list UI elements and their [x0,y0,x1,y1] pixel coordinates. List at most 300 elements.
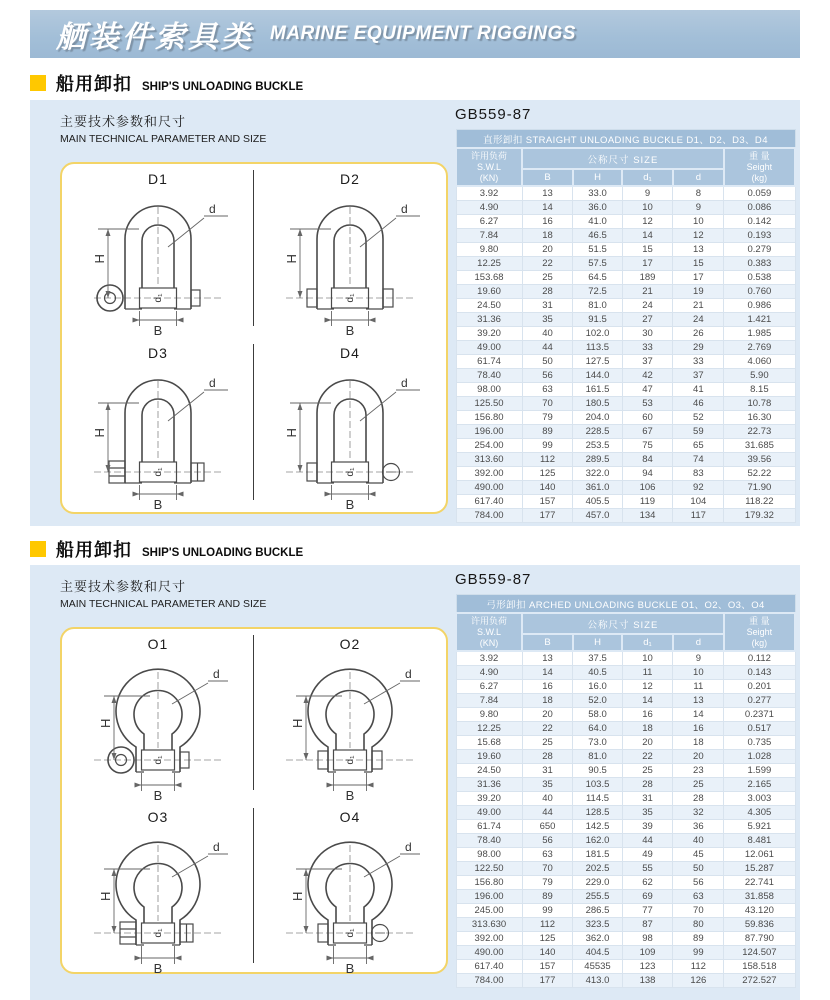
wt-unit: (kg) [751,637,768,648]
table-row [456,792,795,806]
table-cell: 109 [622,946,673,960]
svg-text:B: B [153,788,163,802]
table-cell: 13 [673,243,724,257]
svg-text:d: d [401,202,408,216]
table-row [456,509,795,523]
table-cell: 18 [522,694,573,708]
table-cell: 177 [522,974,573,988]
svg-text:H: H [98,718,113,728]
col-header-H: H [573,634,622,651]
table-body [456,186,795,523]
yellow-bullet-icon [30,541,46,557]
table-cell: 31.36 [456,778,522,792]
table-cell: 0.193 [724,229,795,243]
col-header-swl [456,148,522,186]
table-cell: 12 [673,229,724,243]
svg-text:d: d [405,840,412,854]
table-cell: 4.90 [456,666,522,680]
table-cell: 25 [522,271,573,285]
table-cell: 44 [522,806,573,820]
table-cell: 189 [622,271,673,285]
table-cell: 81.0 [573,750,622,764]
table-cell: 112 [522,453,573,467]
section-heading-straight [30,70,303,96]
table-cell: 12 [622,680,673,694]
table-cell: 98 [622,932,673,946]
table-cell: 125.50 [456,397,522,411]
table-cell: 40 [673,834,724,848]
table-cell: 22 [522,257,573,271]
table-cell: 39.56 [724,453,795,467]
table-row [456,229,795,243]
dee-shackle-drawing [260,361,440,511]
table-cell: 8 [673,186,724,201]
svg-text:B: B [345,323,355,337]
svg-text:H: H [92,428,107,438]
table-cell: 40 [522,792,573,806]
table-cell: 405.5 [573,495,622,509]
table-cell: 392.00 [456,467,522,481]
table-row [456,918,795,932]
col-header-H: H [573,169,622,186]
table-cell: 24.50 [456,764,522,778]
table-cell: 3.92 [456,651,522,666]
swl-zh: 许用负荷 [471,150,508,161]
table-cell: 73.0 [573,736,622,750]
banner-title-zh: 舾装件索具类 [56,21,254,54]
table-cell: 161.5 [573,383,622,397]
table-row [456,820,795,834]
table-row [456,327,795,341]
svg-text:d: d [209,376,216,390]
table-row [456,974,795,988]
table-cell: 126 [673,974,724,988]
param-caption [60,111,266,145]
table-cell: 79 [522,411,573,425]
table-cell: 313.630 [456,918,522,932]
table-cell: 196.00 [456,425,522,439]
table-cell: 122.50 [456,862,522,876]
svg-text:d₁: d₁ [345,755,356,765]
table-cell: 112 [673,960,724,974]
col-header-d: d [673,634,724,651]
table-cell: 162.0 [573,834,622,848]
table-cell: 25 [622,764,673,778]
table-cell: 25 [522,736,573,750]
table-cell: 24 [673,313,724,327]
diagram-label: O3 [147,809,169,825]
table-row [456,411,795,425]
table-cell: 12.25 [456,257,522,271]
table-cell: 3.003 [724,792,795,806]
table-cell: 31 [622,792,673,806]
spec-table-straight [455,129,796,523]
table-row [456,243,795,257]
standard-label: GB559-87 [455,106,532,123]
table-cell: 63 [673,890,724,904]
table-cell: 45 [673,848,724,862]
table-cell: 153.68 [456,271,522,285]
svg-text:B: B [153,323,163,337]
table-cell: 62 [622,876,673,890]
table-cell: 204.0 [573,411,622,425]
table-cell: 23 [673,764,724,778]
svg-text:d₁: d₁ [153,928,164,938]
table-cell: 413.0 [573,974,622,988]
table-cell: 18 [522,229,573,243]
table-cell: 65 [673,439,724,453]
svg-text:d₁: d₁ [345,293,356,303]
table-cell: 59.836 [724,918,795,932]
table-cell: 40 [522,327,573,341]
table-cell: 140 [522,946,573,960]
table-cell: 156.80 [456,876,522,890]
param-caption-zh: 主要技术参数和尺寸 [60,114,187,129]
table-cell: 1.028 [724,750,795,764]
shackle-diagram-D2 [254,164,446,338]
table-cell: 177 [522,509,573,523]
table-cell: 10 [622,651,673,666]
table-cell: 255.5 [573,890,622,904]
table-cell: 14 [522,201,573,215]
table-cell: 1.421 [724,313,795,327]
wt-en: Seight [746,161,773,172]
table-cell: 49 [622,848,673,862]
table-cell: 158.518 [724,960,795,974]
table-cell: 0.201 [724,680,795,694]
table-cell: 6.27 [456,215,522,229]
table-cell: 20 [673,750,724,764]
svg-text:H: H [98,891,113,901]
table-cell: 0.142 [724,215,795,229]
table-cell: 140 [522,481,573,495]
table-cell: 35 [522,313,573,327]
table-cell: 49.00 [456,341,522,355]
table-cell: 106 [622,481,673,495]
table-cell: 28 [622,778,673,792]
table-cell: 14 [622,229,673,243]
table-row [456,369,795,383]
table-row [456,481,795,495]
diagram-label: D4 [340,345,360,361]
table-cell: 22.73 [724,425,795,439]
table-cell: 31 [522,764,573,778]
table-cell: 196.00 [456,890,522,904]
svg-text:d: d [405,667,412,681]
svg-text:B: B [153,497,163,511]
table-cell: 254.00 [456,439,522,453]
table-cell: 138 [622,974,673,988]
table-cell: 46 [673,397,724,411]
table-cell: 11 [622,666,673,680]
table-row [456,960,795,974]
table-cell: 457.0 [573,509,622,523]
table-cell: 12.25 [456,722,522,736]
table-row [456,932,795,946]
svg-text:d: d [213,840,220,854]
table-row [456,651,795,666]
param-caption [60,576,266,610]
diagram-box-straight [60,162,448,514]
table-cell: 90.5 [573,764,622,778]
table-cell: 52.22 [724,467,795,481]
table-cell: 32 [673,806,724,820]
param-caption-en: MAIN TECHNICAL PARAMETER AND SIZE [60,598,267,610]
table-cell: 80 [673,918,724,932]
table-cell: 392.00 [456,932,522,946]
table-cell: 84 [622,453,673,467]
table-cell: 46.5 [573,229,622,243]
table-cell: 10 [622,201,673,215]
table-cell: 20 [522,243,573,257]
shackle-diagram-D3 [62,338,254,512]
section-heading-arched [30,536,303,562]
table-cell: 114.5 [573,792,622,806]
table-row [456,876,795,890]
table-cell: 4.90 [456,201,522,215]
table-cell: 123 [622,960,673,974]
swl-en: S.W.L [477,161,502,172]
table-cell: 9.80 [456,708,522,722]
wt-zh: 重 量 [749,150,770,161]
swl-unit: (KN) [479,172,499,183]
col-header-size [522,148,724,169]
table-cell: 28 [522,285,573,299]
table-row [456,862,795,876]
table-cell: 9.80 [456,243,522,257]
table-cell: 13 [673,694,724,708]
section-title-en: SHIP'S UNLOADING BUCKLE [142,547,304,559]
table-cell: 0.517 [724,722,795,736]
table-cell: 617.40 [456,960,522,974]
table-cell: 134 [622,509,673,523]
table-cell: 157 [522,495,573,509]
table-row [456,383,795,397]
table-row [456,186,795,201]
col-header-B: B [522,169,573,186]
table-cell: 144.0 [573,369,622,383]
table-row [456,694,795,708]
table-cell: 322.0 [573,467,622,481]
table-cell: 99 [522,904,573,918]
table-cell: 36 [673,820,724,834]
table-cell: 51.5 [573,243,622,257]
table-cell: 39.20 [456,327,522,341]
table-cell: 784.00 [456,509,522,523]
table-cell: 13 [522,186,573,201]
svg-text:B: B [345,497,355,511]
shackle-diagram-O3 [62,802,254,975]
diagram-label: O4 [339,809,361,825]
table-cell: 44 [522,341,573,355]
spec-table-arched [455,594,796,988]
table-cell: 79 [522,876,573,890]
shackle-diagram-O1 [62,629,254,802]
table-cell: 22 [622,750,673,764]
table-cell: 125 [522,467,573,481]
svg-text:d₁: d₁ [345,467,356,477]
svg-text:H: H [284,254,299,264]
table-cell: 33 [673,355,724,369]
table-cell: 18 [622,722,673,736]
table-cell: 47 [622,383,673,397]
shackle-diagram-O4 [254,802,446,975]
diagram-label: O2 [339,636,361,652]
diagram-label: D3 [148,345,168,361]
table-cell: 19.60 [456,750,522,764]
svg-text:d: d [213,667,220,681]
table-cell: 16 [673,722,724,736]
table-cell: 6.27 [456,680,522,694]
size-en: SIZE [633,619,659,631]
table-cell: 30 [622,327,673,341]
table-cell: 113.5 [573,341,622,355]
table-cell: 29 [673,341,724,355]
table-cell: 127.5 [573,355,622,369]
table-cell: 28 [522,750,573,764]
table-cell: 18 [673,736,724,750]
table-cell: 13 [522,651,573,666]
page-banner [30,10,800,58]
table-cell: 33.0 [573,186,622,201]
table-row [456,313,795,327]
table-cell: 125 [522,932,573,946]
table-cell: 74 [673,453,724,467]
table-cell: 0.2371 [724,708,795,722]
table-cell: 71.90 [724,481,795,495]
param-caption-zh: 主要技术参数和尺寸 [60,579,187,594]
svg-text:d₁: d₁ [153,755,164,765]
table-cell: 78.40 [456,369,522,383]
table-cell: 179.32 [724,509,795,523]
table-cell: 19 [673,285,724,299]
param-caption-en: MAIN TECHNICAL PARAMETER AND SIZE [60,133,267,145]
table-row [456,257,795,271]
table-row [456,285,795,299]
table-cell: 87 [622,918,673,932]
svg-text:H: H [284,428,299,438]
table-row [456,680,795,694]
col-header-swl [456,613,522,651]
section-panel-arched [30,565,800,1000]
col-header-B: B [522,634,573,651]
table-cell: 89 [522,890,573,904]
svg-text:H: H [92,254,107,264]
table-cell: 4.060 [724,355,795,369]
table-cell: 27 [622,313,673,327]
table-title-bar: 弓形卸扣 ARCHED UNLOADING BUCKLE O1、O2、O3、O4 [456,595,795,614]
table-cell: 72.5 [573,285,622,299]
table-cell: 31.685 [724,439,795,453]
table-cell: 64.0 [573,722,622,736]
table-cell: 14 [622,694,673,708]
table-row [456,215,795,229]
table-row [456,201,795,215]
table-cell: 33 [622,341,673,355]
table-cell: 61.74 [456,820,522,834]
banner-title-en: MARINE EQUIPMENT RIGGINGS [270,23,576,44]
table-cell: 98.00 [456,383,522,397]
table-cell: 83 [673,467,724,481]
table-cell: 19.60 [456,285,522,299]
table-cell: 11 [673,680,724,694]
table-cell: 103.5 [573,778,622,792]
table-row [456,750,795,764]
table-cell: 5.90 [724,369,795,383]
table-cell: 70 [673,904,724,918]
table-cell: 37 [622,355,673,369]
dee-shackle-drawing [68,187,248,337]
table-cell: 180.5 [573,397,622,411]
col-header-weight [724,148,795,186]
table-cell: 24.50 [456,299,522,313]
table-cell: 229.0 [573,876,622,890]
table-body [456,651,795,988]
table-cell: 784.00 [456,974,522,988]
table-cell: 89 [522,425,573,439]
table-row [456,271,795,285]
table-cell: 17 [673,271,724,285]
svg-text:d: d [401,376,408,390]
table-row [456,467,795,481]
table-cell: 92 [673,481,724,495]
shackle-diagram-O2 [254,629,446,802]
table-row [456,355,795,369]
table-cell: 0.112 [724,651,795,666]
table-cell: 0.277 [724,694,795,708]
swl-zh: 许用负荷 [471,615,508,626]
table-cell: 35 [622,806,673,820]
table-cell: 2.165 [724,778,795,792]
table-row [456,722,795,736]
table-cell: 77 [622,904,673,918]
svg-text:d: d [209,202,216,216]
table-cell: 16 [522,680,573,694]
table-cell: 323.5 [573,918,622,932]
table-cell: 44 [622,834,673,848]
table-row [456,708,795,722]
table-row [456,806,795,820]
table-cell: 0.059 [724,186,795,201]
table-cell: 7.84 [456,229,522,243]
table-cell: 89 [673,932,724,946]
table-cell: 39 [622,820,673,834]
col-header-size [522,613,724,634]
svg-text:d₁: d₁ [153,467,164,477]
table-cell: 64.5 [573,271,622,285]
table-cell: 0.383 [724,257,795,271]
table-cell: 0.086 [724,201,795,215]
table-cell: 87.790 [724,932,795,946]
table-cell: 8.15 [724,383,795,397]
table-row [456,946,795,960]
size-zh: 公称尺寸 [587,154,630,166]
standard-label: GB559-87 [455,571,532,588]
svg-text:H: H [290,718,305,728]
swl-en: S.W.L [477,626,502,637]
table-cell: 41.0 [573,215,622,229]
table-cell: 91.5 [573,313,622,327]
table-cell: 70 [522,862,573,876]
svg-text:B: B [345,788,355,802]
table-cell: 67 [622,425,673,439]
table-cell: 490.00 [456,481,522,495]
table-cell: 15.68 [456,736,522,750]
table-cell: 9 [673,651,724,666]
table-cell: 404.5 [573,946,622,960]
table-cell: 53 [622,397,673,411]
dee-shackle-drawing [260,187,440,337]
